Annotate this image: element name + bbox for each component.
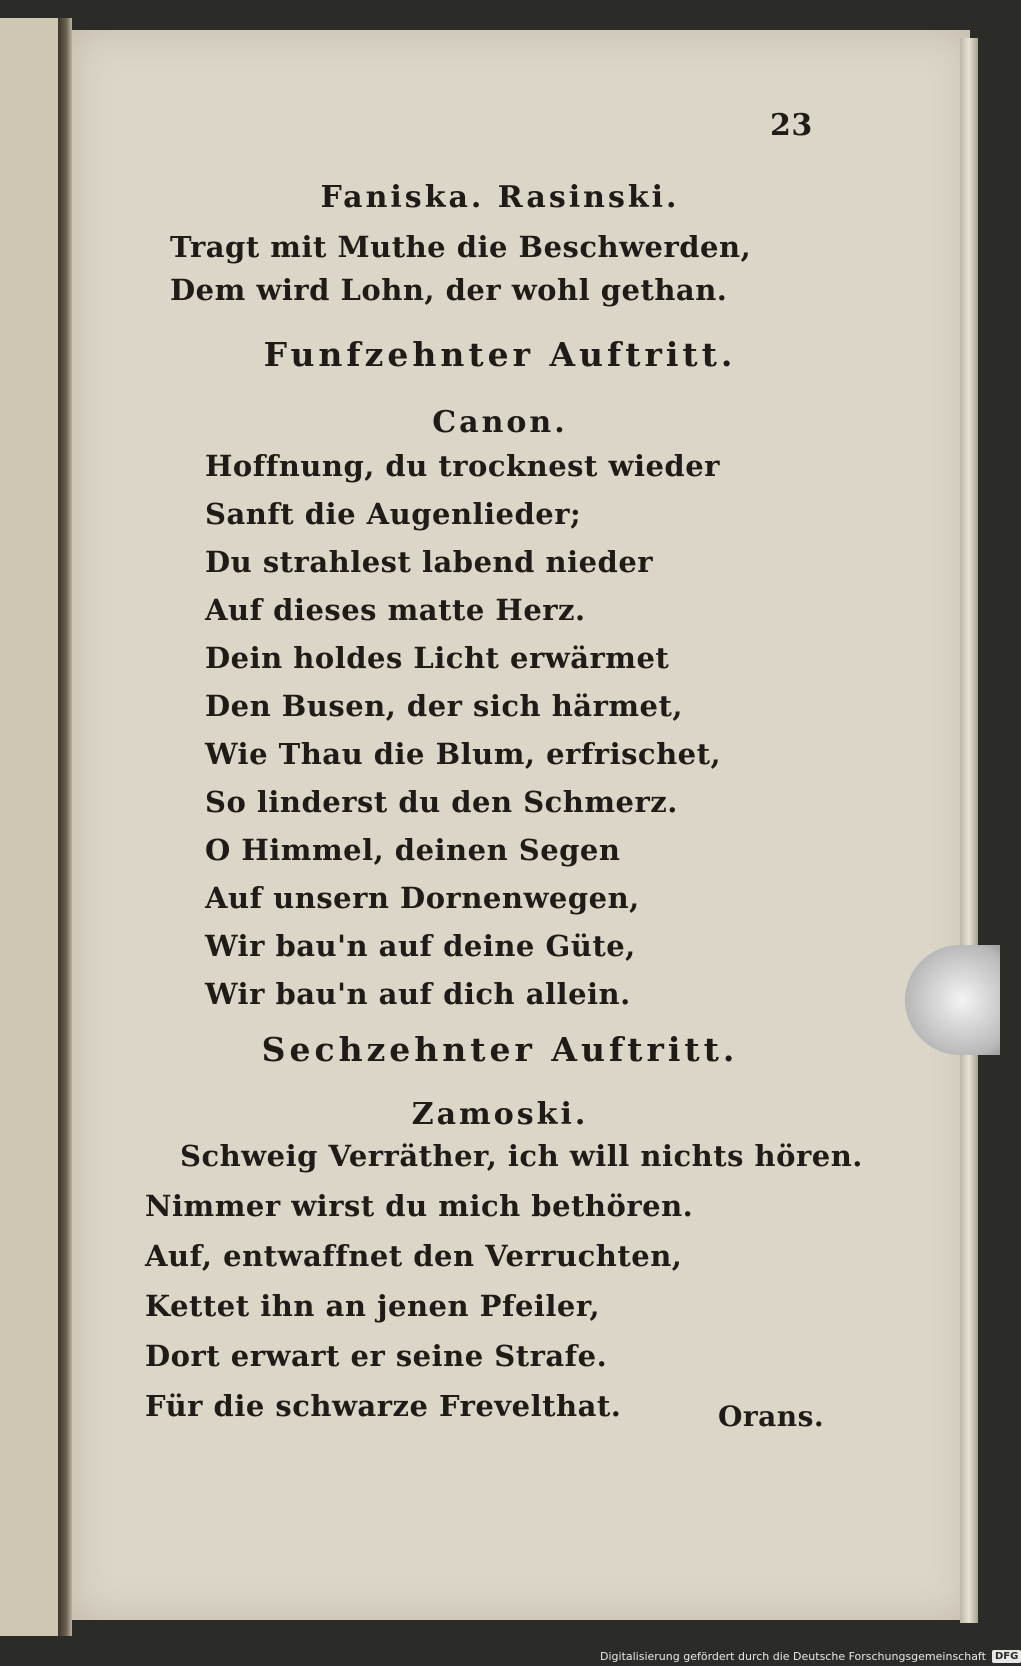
- speaker-zamoski: Zamoski.: [411, 1097, 589, 1132]
- speaker-canon: Canon.: [432, 405, 568, 440]
- page-number: 23: [770, 108, 813, 143]
- verse-line: Kettet ihn an jenen Pfeiler,: [145, 1289, 601, 1323]
- verse-line: Wir bau'n auf dich allein.: [205, 977, 631, 1011]
- verse-line: Auf dieses matte Herz.: [205, 593, 586, 627]
- scene-heading-16: Sechzehnter Auftritt.: [261, 1030, 739, 1069]
- verse-line: Für die schwarze Frevelthat.: [145, 1389, 622, 1423]
- verse-line: Auf, entwaffnet den Verruchten,: [145, 1239, 683, 1273]
- verse-line: So linderst du den Schmerz.: [205, 785, 678, 819]
- book-gutter: [58, 18, 72, 1636]
- verse-line: Auf unsern Dornenwegen,: [205, 881, 640, 915]
- verse-line: Hoffnung, du trocknest wieder: [205, 449, 720, 483]
- verse-line: Den Busen, der sich härmet,: [205, 689, 683, 723]
- verse-line: Du strahlest labend nieder: [205, 545, 654, 579]
- verse-line: Sanft die Augenlieder;: [205, 497, 582, 531]
- verse-line: Nimmer wirst du mich bethören.: [145, 1189, 694, 1223]
- catchword: Orans.: [718, 1400, 825, 1433]
- book-page: [72, 30, 970, 1620]
- verse-line: Dort erwart er seine Strafe.: [145, 1339, 608, 1373]
- credit-text: Digitalisierung gefördert durch die Deutsche Forschungsgemeinschaft: [600, 1649, 986, 1663]
- verse-line: Schweig Verräther, ich will nichts hören.: [180, 1139, 863, 1173]
- verse-line: Dein holdes Licht erwärmet: [205, 641, 670, 675]
- verse-line: Wir bau'n auf deine Güte,: [205, 929, 636, 963]
- verse-line: Dem wird Lohn, der wohl gethan.: [170, 273, 728, 307]
- left-page-edge: [0, 18, 58, 1636]
- speaker-faniska-rasinski: Faniska. Rasinski.: [320, 180, 680, 215]
- scene-heading-15: Funfzehnter Auftritt.: [263, 335, 737, 374]
- verse-line: O Himmel, deinen Segen: [205, 833, 621, 867]
- verse-line: Tragt mit Muthe die Beschwerden,: [170, 230, 752, 264]
- digitization-credit: [600, 1646, 1019, 1666]
- dfg-logo-icon: DFG: [992, 1650, 1021, 1663]
- verse-line: Wie Thau die Blum, erfrischet,: [205, 737, 722, 771]
- page-edge-stack: [960, 38, 978, 1623]
